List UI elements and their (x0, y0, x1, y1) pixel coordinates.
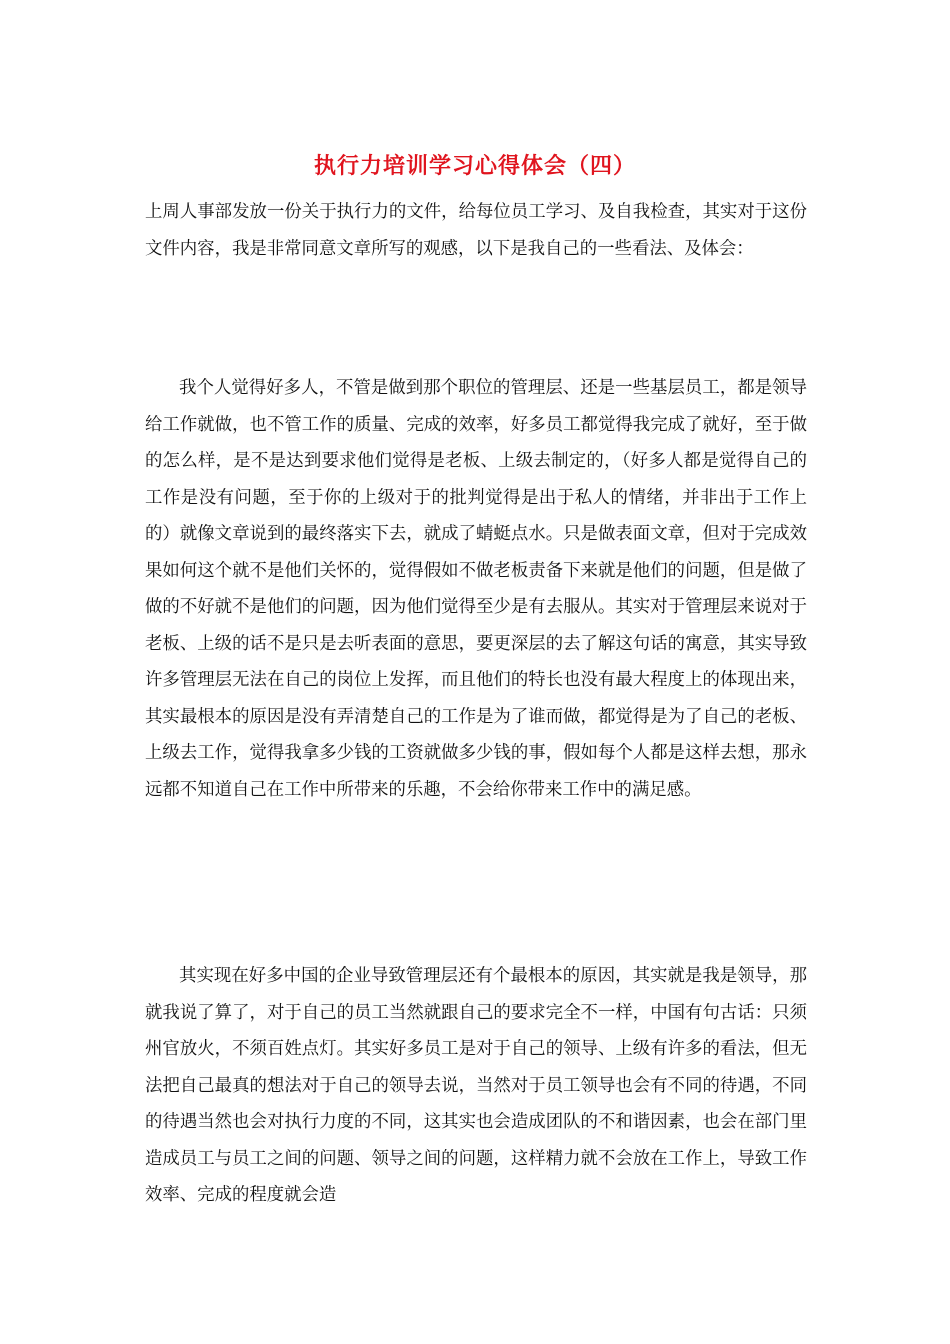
paragraph-body-1: 我个人觉得好多人，不管是做到那个职位的管理层、还是一些基层员工，都是领导给工作就做，也不管工作的质量、完成的效率，好多员工都觉得我完成了就好，至于做的怎么样，是不是达到要求他们觉得是老板、上级去制定的，（好多人都是觉得自己的工作是没有问题，至于你的上级对于的批判觉得是出于私人的情绪，并非出于工作上的）就像文章说到的最终落实下去，就成了蜻蜓点水。只是做表面文章，但对于完成效果如何这个就不是他们关怀的，觉得假如不做老板责备下来就是他们的问题，但是做了做的不好就不是他们的问题，因为他们觉得至少是有去服从。其实对于管理层来说对于老板、上级的话不是只是去听表面的意思，要更深层的去了解这句话的寓意，其实导致许多管理层无法在自己的岗位上发挥，而且他们的特长也没有最大程度上的体现出来，其实最根本的原因是没有弄清楚自己的工作是为了谁而做，都觉得是为了自己的老板、上级去工作，觉得我拿多少钱的工资就做多少钱的事，假如每个人都是这样去想，那永远都不知道自己在工作中所带来的乐趣，不会给你带来工作中的满足感。 (145, 378, 807, 800)
paragraph-body-2: 其实现在好多中国的企业导致管理层还有个最根本的原因，其实就是我是领导，那就我说了算了，对于自己的员工当然就跟自己的要求完全不一样，中国有句古话：只须州官放火，不须百姓点灯。其实好多员工是对于自己的领导、上级有许多的看法，但无法把自己最真的想法对于自己的领导去说，当然对于员工领导也会有不同的待遇，不同的待遇当然也会对执行力度的不同，这其实也会造成团队的不和谐因素，也会在部门里造成员工与员工之间的问题、领导之间的问题，这样精力就不会放在工作上，导致工作效率、完成的程度就会造 (145, 966, 807, 1205)
document-title: 执行力培训学习心得体会（四） (313, 153, 636, 179)
paragraph-intro: 上周人事部发放一份关于执行力的文件，给每位员工学习、及自我检查，其实对于这份文件内容，我是非常同意文章所写的观感，以下是我自己的一些看法、及体会： (145, 202, 807, 259)
